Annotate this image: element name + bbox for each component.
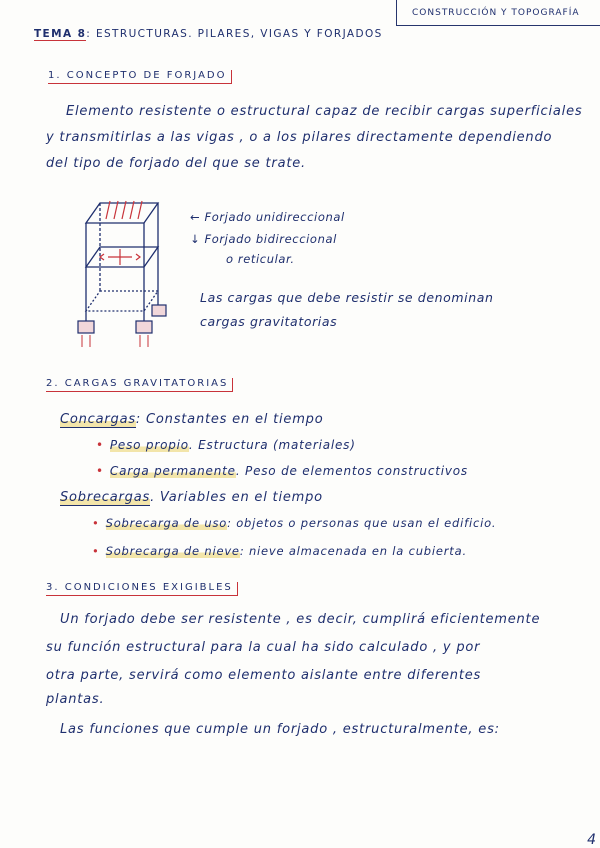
section1-heading: 1. CONCEPTO DE FORJADO (48, 70, 232, 84)
concargas-label: Concargas (60, 412, 136, 427)
section1-line-1: Elemento resistente o estructural capaz de recibir cargas superficiales (66, 104, 583, 119)
load-arrows-top (106, 201, 142, 219)
sobrecargas-item-1 (92, 516, 496, 530)
sobrecargas-label: Sobrecargas (60, 490, 151, 505)
section3-heading: 3. CONDICIONES EXIGIBLES (46, 582, 238, 596)
legend-note-line1: Las cargas que debe resistir se denominan (200, 290, 494, 305)
concargas-desc: : Constantes en el tiempo (135, 412, 324, 427)
sobrecargas-item-2-term: Sobrecarga de nieve (105, 544, 240, 558)
sobrecargas-item-1-desc: : objetos o personas que usan el edificio. (227, 516, 497, 530)
legend-note-line2: cargas gravitatorias (200, 314, 338, 329)
sobrecargas-line (60, 490, 323, 505)
section3-line-3: otra parte, servirá como elemento aislante entre diferentes (46, 668, 482, 683)
reaction-arrows (82, 335, 148, 347)
concargas-item-2 (96, 464, 468, 478)
top-slab (86, 203, 158, 223)
concargas-item-2-desc: . Peso de elementos constructivos (235, 464, 468, 478)
bottom-slab (86, 291, 158, 311)
bullet-icon: • (96, 464, 104, 478)
tema-label: TEMA 8 (34, 28, 87, 40)
legend-bidirectional: ↓ Forjado bidireccional (190, 232, 337, 246)
bullet-icon: • (92, 516, 100, 530)
page-title (34, 28, 383, 41)
sobrecargas-item-2-desc: : nieve almacenada en la cubierta. (239, 544, 467, 558)
concargas-line (60, 412, 323, 427)
concargas-item-1-desc: . Estructura (materiales) (188, 438, 356, 452)
bullet-icon: • (96, 438, 104, 452)
legend-unidirectional: ← Forjado unidireccional (190, 210, 345, 224)
concargas-item-1 (96, 438, 356, 452)
supports (78, 305, 166, 333)
section3-line-1: Un forjado debe ser resistente , es decir, cumplirá eficientemente (60, 612, 541, 627)
section3-paragraph2: Las funciones que cumple un forjado , estructuralmente, es: (60, 722, 500, 737)
load-arrows-middle (100, 249, 140, 265)
page-number: 4 (587, 832, 596, 848)
concargas-item-2-term: Carga permanente (109, 464, 236, 478)
section3-line-2: su función estructural para la cual ha sido calculado , y por (46, 640, 481, 655)
section1-line-3: del tipo de forjado del que se trate. (46, 156, 306, 171)
bullet-icon: • (92, 544, 100, 558)
tema-title: : ESTRUCTURAS. PILARES, VIGAS Y FORJADOS (86, 28, 383, 40)
sobrecargas-item-2 (92, 544, 467, 558)
section2-heading: 2. CARGAS GRAVITATORIAS (46, 378, 233, 392)
concargas-item-1-term: Peso propio (109, 438, 189, 452)
forjado-sketch (60, 195, 180, 360)
sobrecargas-desc: . Variables en el tiempo (150, 490, 323, 505)
course-header: CONSTRUCCIÓN Y TOPOGRAFÍA (412, 8, 580, 18)
sobrecargas-item-1-term: Sobrecarga de uso (105, 516, 228, 530)
section3-line-4: plantas. (46, 692, 105, 707)
section1-line-2: y transmitirlas a las vigas , o a los pilares directamente dependiendo (46, 130, 553, 145)
legend-reticular: o reticular. (226, 252, 295, 266)
